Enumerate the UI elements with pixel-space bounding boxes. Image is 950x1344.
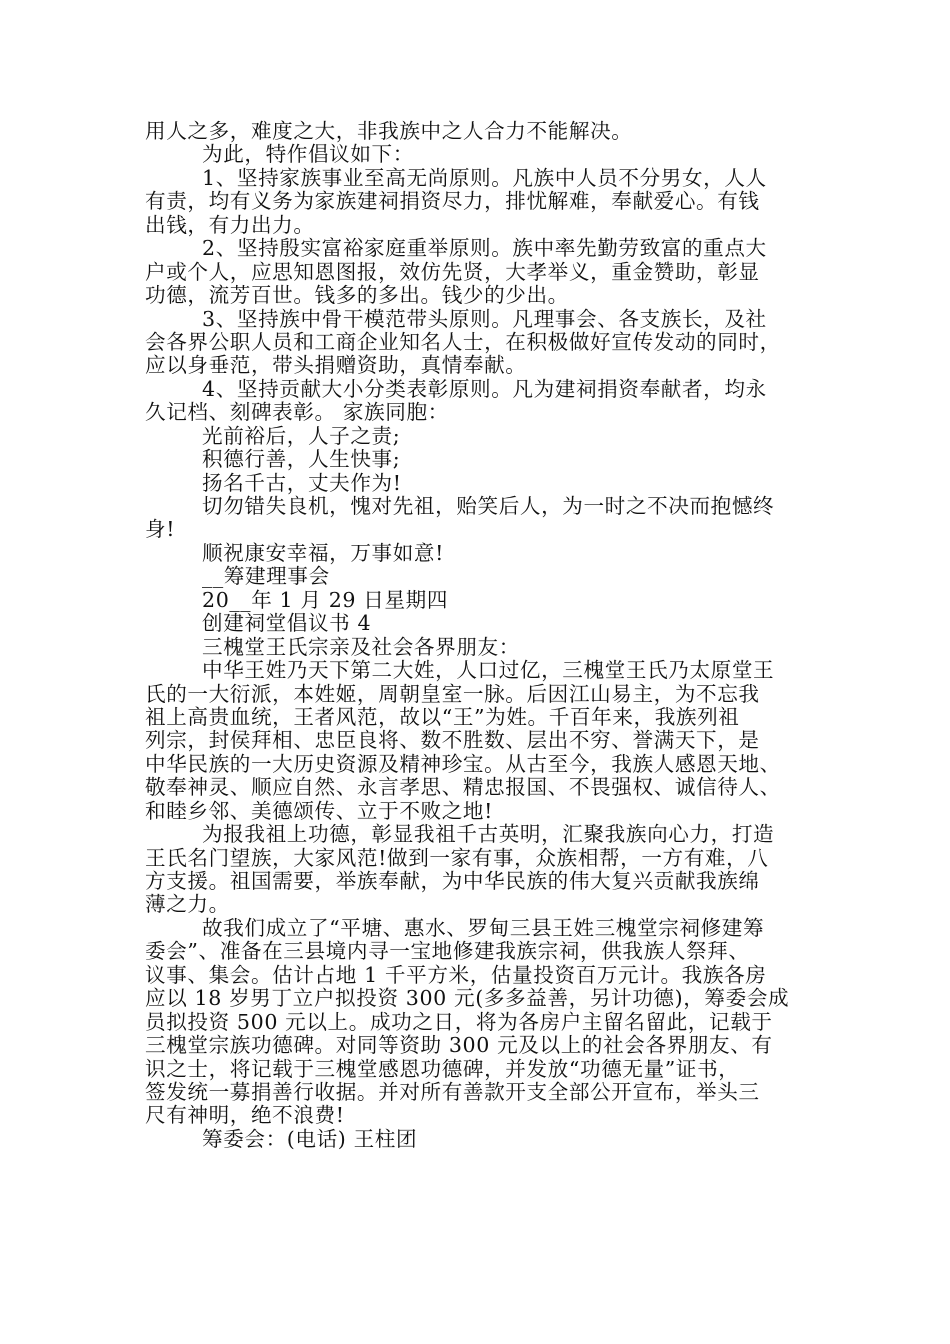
text-line: 身! <box>145 517 176 542</box>
text-line: __筹建理事会 <box>202 564 330 589</box>
text-line: 出钱，有力出力。 <box>145 212 315 237</box>
text-line: 应以身垂范，带头捐赠资助，真情奉献。 <box>145 353 527 378</box>
text-line: 签发统一募捐善行收据。并对所有善款开支全部公开宣布，举头三 <box>145 1079 760 1104</box>
text-line: 筹委会：(电话) 王柱团 <box>202 1126 418 1151</box>
text-line: 氏的一大衍派，本姓姬，周朝皇室一脉。后因江山易主，为不忘我 <box>145 681 760 706</box>
document-body <box>145 120 811 1151</box>
text-line: 方支援。祖国需要，举族奉献，为中华民族的伟大复兴贡献我族绵 <box>145 869 760 893</box>
text-line: 久记档、刻碑表彰。 家族同胞： <box>145 400 449 425</box>
text-line: 1、坚持家族事业至高无尚原则。凡族中人员不分男女，人人 <box>202 165 767 190</box>
text-line: 有责，均有义务为家族建祠捐资尽力，排忧解难，奉献爱心。有钱 <box>145 189 760 214</box>
text-line: 王氏名门望族，大家风范!做到一家有事，众族相帮，一方有难，八 <box>145 845 769 870</box>
text-line: 创建祠堂倡议书 4 <box>202 611 372 636</box>
text-line: 中华民族的一大历史资源及精神珍宝。从古至今，我族人感恩天地、 <box>145 751 781 776</box>
text-line: 2、坚持殷实富裕家庭重举原则。族中率先勤劳致富的重点大 <box>202 236 767 261</box>
text-line: 切勿错失良机，愧对先祖，贻笑后人，为一时之不决而抱憾终 <box>202 494 775 518</box>
text-line: 故我们成立了“平塘、惠水、罗甸三县王姓三槐堂宗祠修建筹 <box>202 915 765 940</box>
text-line: 光前裕后，人子之责; <box>202 423 401 448</box>
text-line: 户或个人，应思知恩图报，效仿先贤，大孝举义，重金赞助，彰显 <box>145 259 760 284</box>
text-line: 和睦乡邻、美德颂传、立于不败之地! <box>145 798 493 823</box>
text-line: 委会”、准备在三县境内寻一宝地修建我族宗祠，供我族人祭拜、 <box>145 939 750 964</box>
text-line: 祖上高贵血统，王者风范，故以“王”为姓。千百年来，我族列祖 <box>145 704 740 729</box>
text-line: 应以 18 岁男丁立户拟投资 300 元(多多益善，另计功德)，筹委会成 <box>145 986 790 1011</box>
text-line: 员拟投资 500 元以上。成功之日，将为各房户主留名留此，记载于 <box>145 1009 773 1034</box>
text-line: 薄之力。 <box>145 892 230 917</box>
text-line: 4、坚持贡献大小分类表彰原则。凡为建祠捐资奉献者，均永 <box>202 376 767 401</box>
text-line: 尺有神明，绝不浪费! <box>145 1103 345 1128</box>
text-line: 20__年 1 月 29 日星期四 <box>202 587 449 612</box>
text-line: 敬奉神灵、顺应自然、永言孝思、精忠报国、不畏强权、诚信待人、 <box>145 775 781 800</box>
text-line: 为此，特作倡议如下： <box>202 142 414 167</box>
text-line: 顺祝康安幸福，万事如意! <box>202 540 445 565</box>
text-line: 3、坚持族中骨干模范带头原则。凡理事会、各支族长，及社 <box>202 306 767 331</box>
text-line: 三槐堂王氏宗亲及社会各界朋友： <box>202 634 520 659</box>
text-line: 中华王姓乃天下第二大姓，人口过亿，三槐堂王氏乃太原堂王 <box>202 658 775 683</box>
text-line: 识之士，将记载于三槐堂感恩功德碑，并发放“功德无量”证书， <box>145 1056 740 1081</box>
text-line: 三槐堂宗族功德碑。对同等资助 300 元及以上的社会各界朋友、有 <box>145 1033 773 1058</box>
text-line: 积德行善，人生快事; <box>202 447 401 472</box>
text-line: 列宗，封侯拜相、忠臣良将、数不胜数、层出不穷、誉满天下，是 <box>145 728 760 753</box>
text-line: 功德，流芳百世。钱多的多出。钱少的少出。 <box>145 283 569 308</box>
text-line: 为报我祖上功德，彰显我祖千古英明，汇聚我族向心力，打造 <box>202 822 775 847</box>
text-line: 议事、集会。估计占地 1 千平方米，估量投资百万元计。我族各房 <box>145 962 767 987</box>
text-line: 扬名千古，丈夫作为! <box>202 470 402 495</box>
text-line: 会各界公职人员和工商企业知名人士，在积极做好宣传发动的同时， <box>145 329 781 354</box>
text-line: 用人之多，难度之大，非我族中之人合力不能解决。 <box>145 119 633 143</box>
